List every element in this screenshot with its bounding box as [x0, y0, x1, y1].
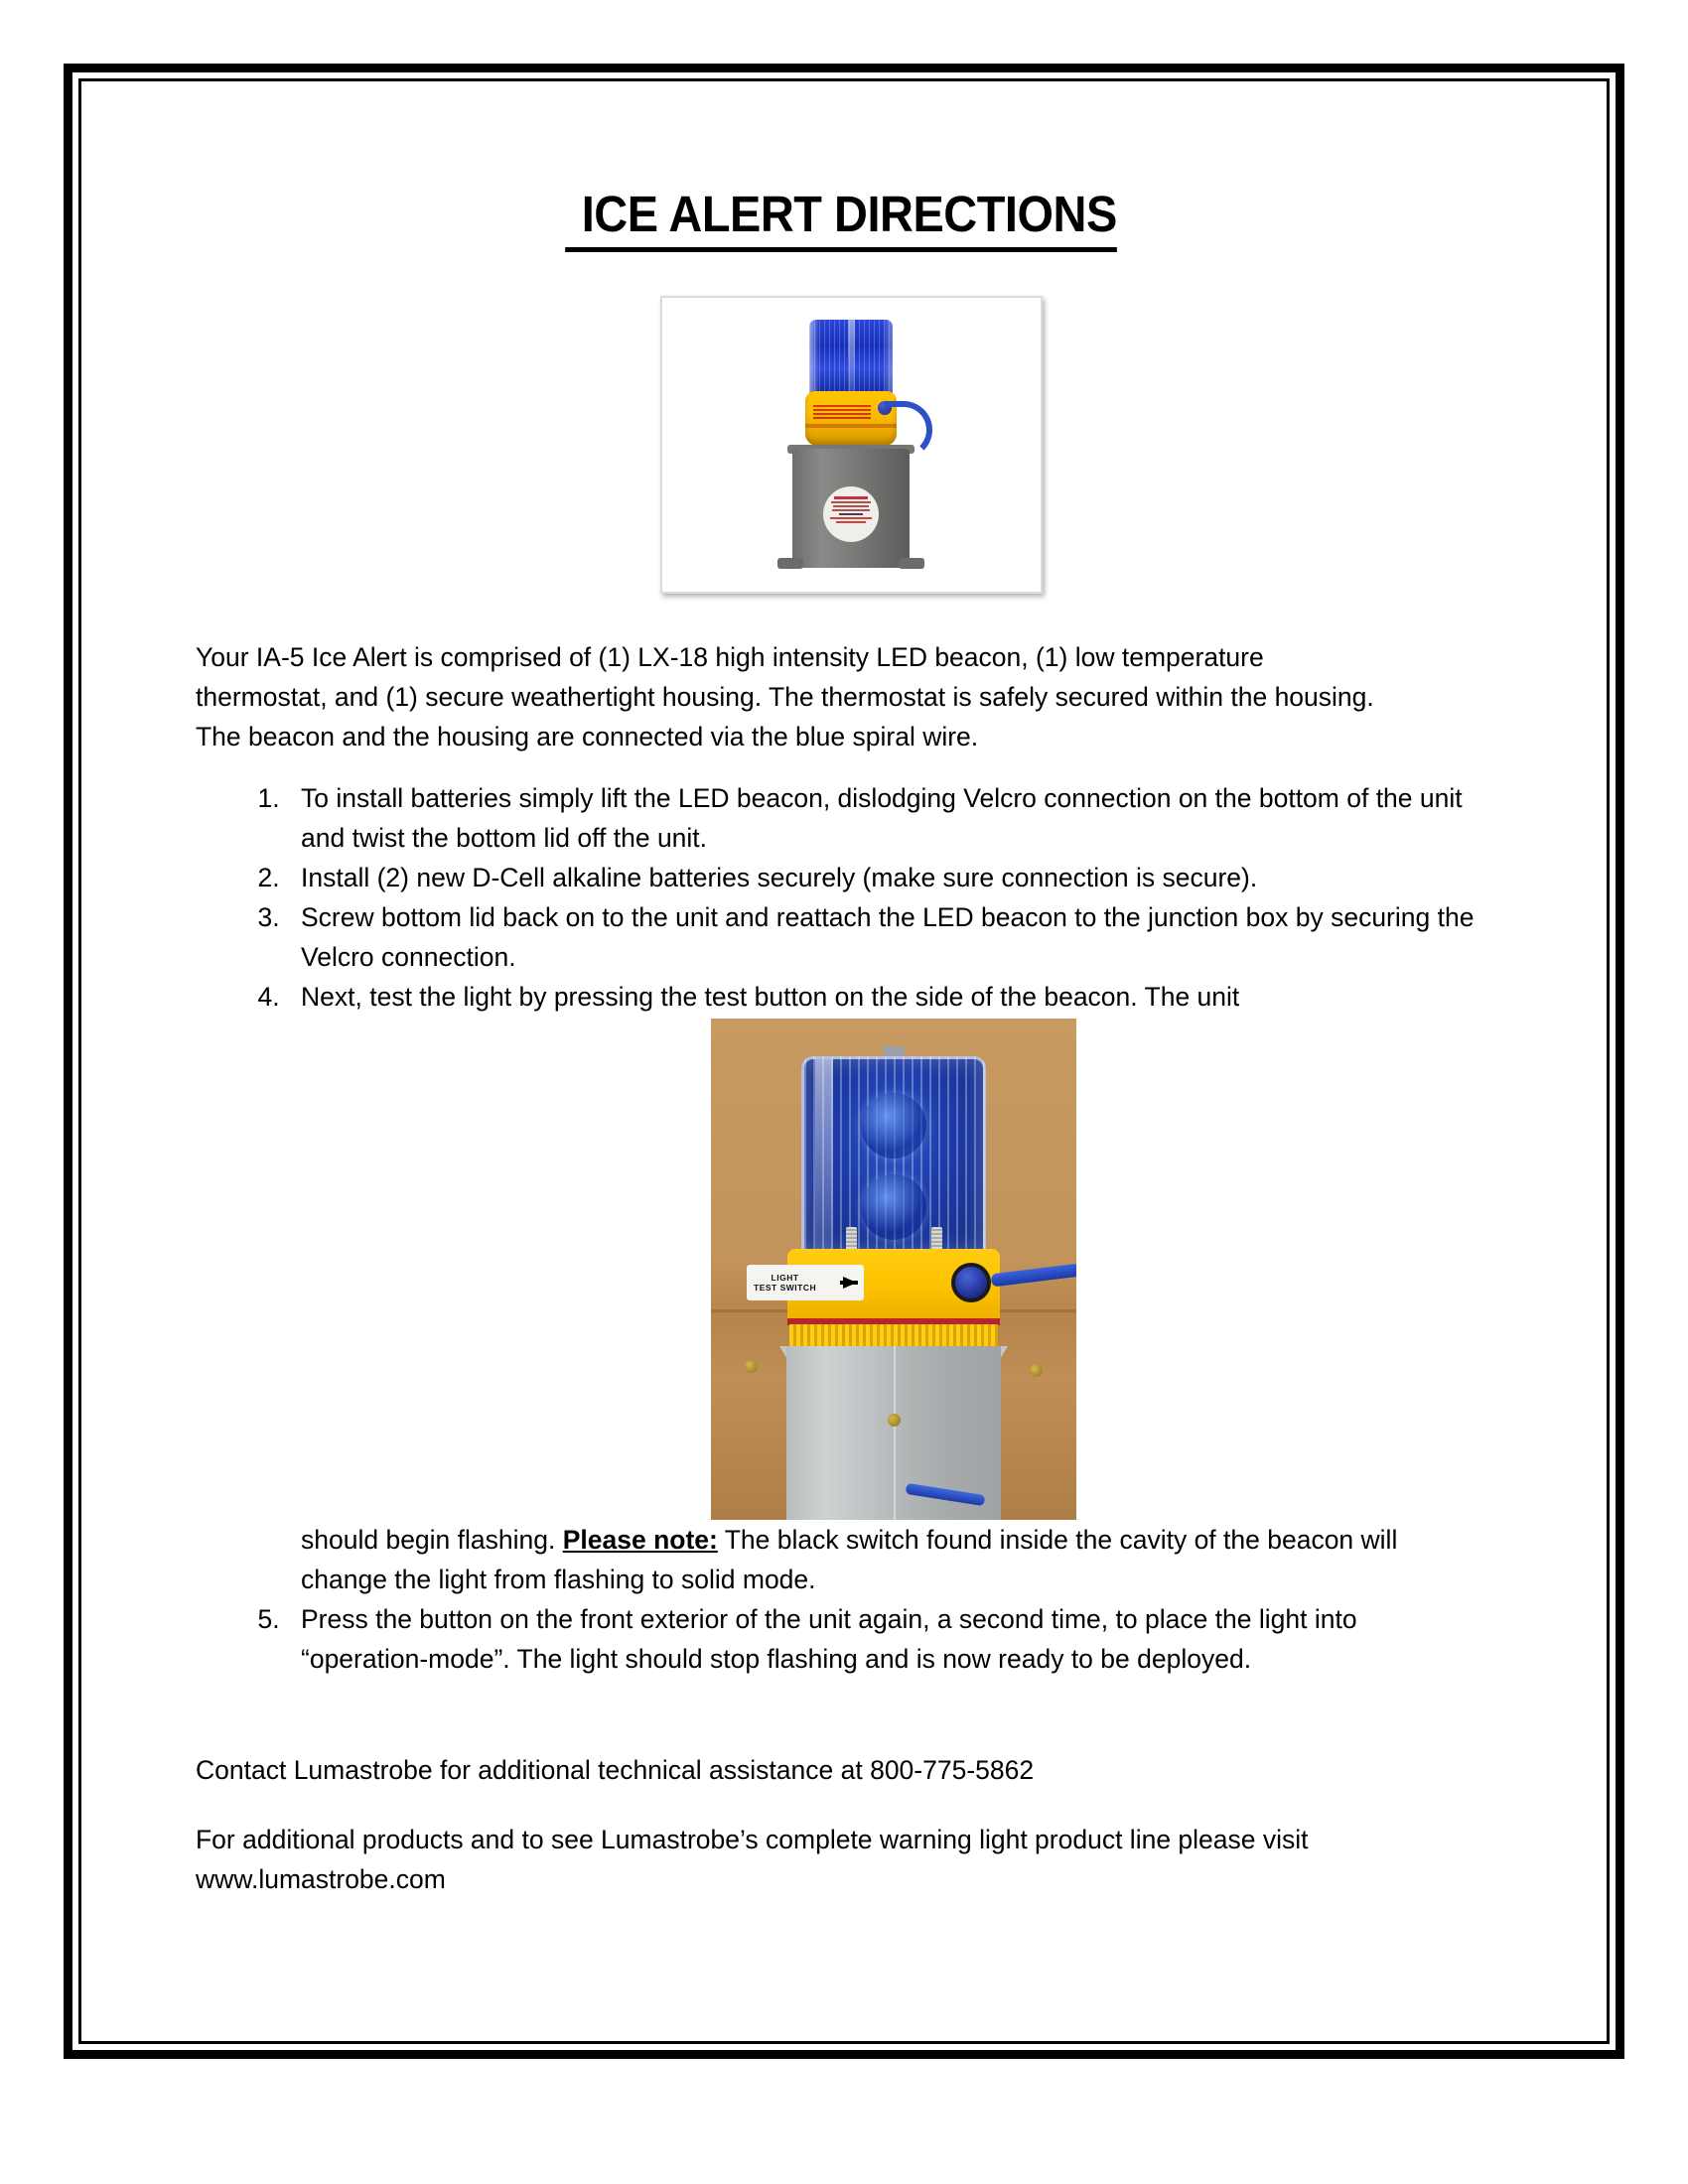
mounting-tab-left: [777, 558, 803, 569]
led-lens-upper: [861, 1093, 926, 1159]
please-note-label: Please note:: [562, 1525, 718, 1555]
please-note-text: The black switch found inside the cavity of the beacon will change the light from flashing to solid mode.: [301, 1525, 1398, 1594]
housing-corner-edge: [894, 1346, 896, 1520]
beacon-dome-icon: [809, 320, 893, 394]
switch-label-line-1: LIGHT: [771, 1273, 799, 1283]
step-item-3: 3. Screw bottom lid back on to the unit and reattach the LED beacon to the junction box by securing the Velcro connection.: [287, 897, 1486, 977]
intro-paragraph: Your IA-5 Ice Alert is comprised of (1) LX-18 high intensity LED beacon, (1) low temperature thermostat, and (1) secure weathertight housing. The thermostat is safely secured within the housing. The beacon and the housing are connected via the blue spiral wire.: [196, 642, 1374, 751]
step-item-1: 1. To install batteries simply lift the LED beacon, dislodging Velcro connection on the bottom of the unit and twist the bottom lid off the unit.: [287, 778, 1486, 858]
beacon-yellow-base: [805, 391, 897, 446]
led-lens-lower: [861, 1174, 926, 1240]
step-item-2: 2. Install (2) new D-Cell alkaline batteries securely (make sure connection is secure).: [287, 858, 1486, 897]
title-underline-wrap: [565, 185, 1117, 252]
product-photo-closeup-container: [301, 1019, 1486, 1520]
switch-label-text: [754, 1273, 816, 1293]
right-arrow-icon: [843, 1277, 857, 1289]
housing-screw-left: [745, 1360, 758, 1373]
document-content: [196, 149, 1486, 1929]
products-line: For additional products and to see Lumastrobe’s complete warning light product line please visit www.lumastrobe.com: [196, 1825, 1309, 1894]
step-item-5: 5. Press the button on the front exterior of the unit again, a second time, to place the light into “operation-mode”. The light should stop flashing and is now ready to be deployed.: [287, 1599, 1486, 1679]
step-4-flashing-text: should begin flashing.: [301, 1525, 556, 1555]
product-photo-closeup: [711, 1019, 1076, 1520]
dome-top-clip: [883, 1046, 905, 1056]
step-item-4-text: 4. Next, test the light by pressing the test button on the side of the beacon. The unit: [301, 982, 1240, 1012]
step-item-4-continuation: [301, 1520, 1486, 1599]
contact-line: Contact Lumastrobe for additional technical assistance at 800-775-5862: [196, 1755, 1035, 1785]
page-title: ICE ALERT DIRECTIONS: [581, 186, 1117, 242]
housing-screw-right: [1030, 1364, 1043, 1377]
lumastrobe-round-label: [823, 486, 879, 542]
instruction-steps-list: [231, 778, 1486, 1679]
product-photo-top-container: [215, 296, 1486, 594]
product-photo-assembly: [660, 296, 1043, 594]
housing-screw-center: [888, 1414, 901, 1427]
title-container: [196, 185, 1486, 252]
mounting-tab-right: [899, 558, 924, 569]
beacon-dome-closeup-icon: [801, 1056, 986, 1255]
light-test-switch-label: [747, 1265, 864, 1300]
step-item-4: [287, 977, 1486, 1599]
switch-label-line-2: TEST SWITCH: [754, 1283, 817, 1293]
beacon-test-button-closeup: [951, 1263, 991, 1302]
footer-contact-block: [196, 1750, 1486, 1899]
